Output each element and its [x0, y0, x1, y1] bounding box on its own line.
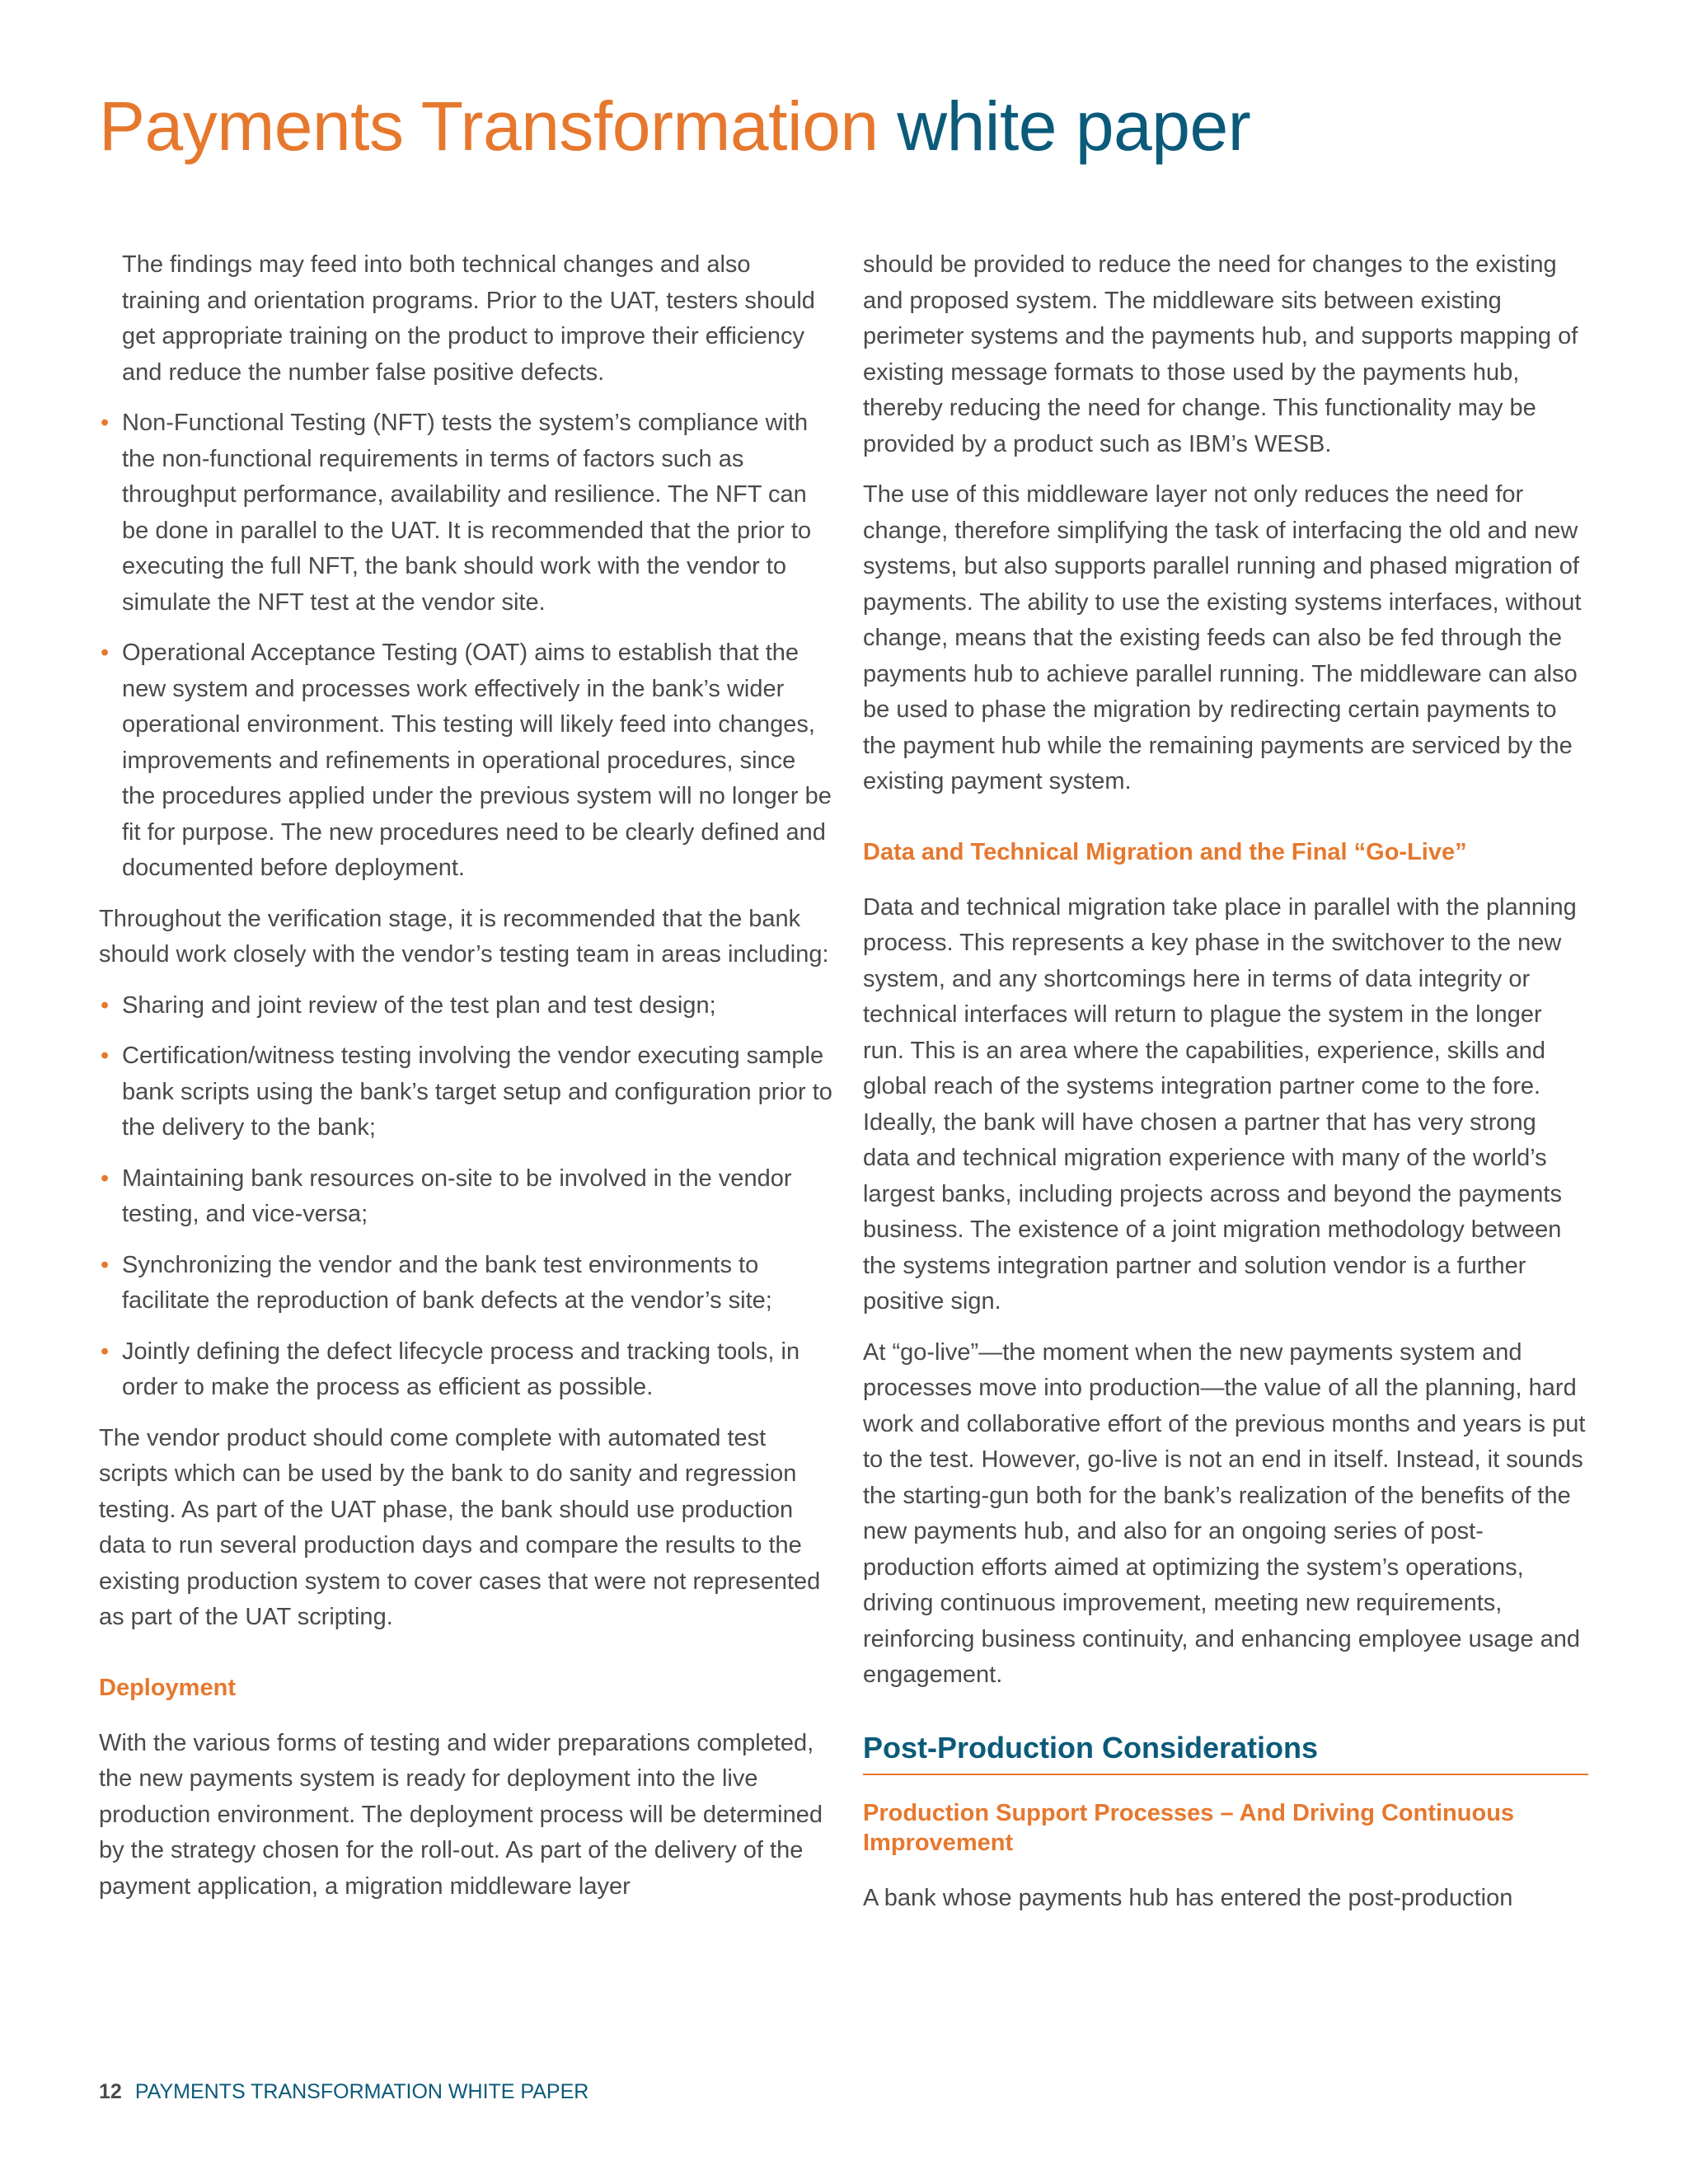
list-item-text: Synchronizing the vendor and the bank test environments to facilitate the reproduction of bank defects at the vendor’s site;: [122, 1251, 772, 1314]
intro-paragraph: The findings may feed into both technical changes and also training and orientation programs. Prior to the UAT, testers should get appropriate training on the product to improve their efficiency and reduce the number false positive defects.: [122, 251, 815, 386]
migration-heading: Data and Technical Migration and the Final “Go-Live”: [863, 838, 1467, 865]
list-item-text: Certification/witness testing involving the vendor executing sample bank scripts using the bank’s target setup and configuration prior to the delivery to the bank;: [122, 1043, 832, 1141]
footer-title: PAYMENTS TRANSFORMATION WHITE PAPER: [134, 2080, 589, 2103]
list-item-text: Non-Functional Testing (NFT) tests the system’s compliance with the non-functional requirements in terms of factors such as throughput performance, availability and resilience. The NFT can be done in parallel to the UAT. It is recommended that the prior to executing the full NFT, the bank should work with the vendor to simulate the NFT test at the vendor site.: [122, 410, 812, 616]
right-column: [863, 247, 1588, 1931]
list-item: [99, 405, 832, 621]
vendor-product-paragraph: The vendor product should come complete with automated test scripts which can be used by the bank to do sanity and regression testing. As part of the UAT phase, the bank should use production data to run several production days and compare the results to the existing production system to cover cases that were not represented as part of the UAT scripting.: [99, 1424, 821, 1630]
deployment-paragraph: With the various forms of testing and wider preparations completed, the new payments system is ready for deployment into the live production environment. The deployment process will be determined by the strategy chosen for the roll-out. As part of the delivery of the payment application, a migration middleware layer: [99, 1729, 823, 1900]
page-title-part2: white paper: [897, 87, 1251, 165]
post-production-paragraph: A bank whose payments hub has entered the post-production: [863, 1884, 1513, 1911]
verification-paragraph: Throughout the verification stage, it is recommended that the bank should work closely with the vendor’s testing team in areas including:: [99, 905, 829, 968]
bullet-icon: •: [101, 1251, 110, 1278]
migration-paragraph: Data and technical migration take place in parallel with the planning process. This represents a key phase in the switchover to the new system, and any shortcomings here in terms of data integrity or technical interfaces will return to plague the system in the longer run. This is an area where the capabilities, experience, skills and global reach of the systems integration partner come to the fore. Ideally, the bank will have chosen a partner that has very strong data and technical migration experience with many of the world’s largest banks, including projects across and beyond the payments business. The existence of a joint migration methodology between the systems integration partner and solution vendor is a further positive sign.: [863, 893, 1577, 1315]
testing-types-list: [99, 405, 832, 887]
bullet-icon: •: [101, 1165, 110, 1192]
middleware-paragraph: The use of this middleware layer not only reduces the need for change, therefore simplifying the task of interfacing the old and new systems, but also supports parallel running and phased migration of payments. The ability to use the existing systems interfaces, without change, means that the existing feeds can also be fed through the payments hub to achieve parallel running. The middleware can also be used to phase the migration by redirecting certain payments to the payment hub while the remaining payments are serviced by the existing payment system.: [863, 481, 1582, 794]
page-title: [99, 87, 1250, 166]
list-item: [99, 1161, 832, 1233]
bullet-icon: •: [101, 410, 110, 436]
vendor-collaboration-list: [99, 988, 832, 1406]
left-column: [99, 247, 832, 1919]
list-item: [99, 1334, 832, 1406]
post-production-heading: Post-Production Considerations: [863, 1731, 1588, 1775]
bullet-icon: •: [101, 991, 110, 1019]
continuation-paragraph: should be provided to reduce the need for changes to the existing and proposed system. The middleware sits between existing perimeter systems and the payments hub, and supports mapping of existing message formats to those used by the payments hub, thereby reducing the need for change. This functionality may be provided by a product such as IBM’s WESB.: [863, 251, 1578, 457]
page-title-part1: Payments Transformation: [99, 87, 879, 165]
list-item-text: Jointly defining the defect lifecycle process and tracking tools, in order to make the process as efficient as possible.: [122, 1338, 800, 1400]
list-item: [99, 635, 832, 887]
golive-paragraph: At “go-live”—the moment when the new payments system and processes move into production—the value of all the planning, hard work and collaborative effort of the previous months and years is put to the test. However, go-live is not an end in itself. Instead, it sounds the starting-gun both for the bank’s realization of the benefits of the new payments hub, and also for an ongoing series of post-production efforts aimed at optimizing the system’s operations, driving continuous improvement, meeting new requirements, reinforcing business continuity, and enhancing employee usage and engagement.: [863, 1338, 1586, 1688]
page-number: 12: [99, 2080, 122, 2103]
list-item-text: Operational Acceptance Testing (OAT) aims to establish that the new system and processes work effectively in the bank’s wider operational environment. This testing will likely feed into changes, improvements and refinements in operational procedures, since the procedures applied under the previous system will no longer be fit for purpose. The new procedures need to be clearly defined and documented before deployment.: [122, 640, 832, 881]
bullet-icon: •: [101, 640, 110, 666]
list-item: [99, 1248, 832, 1319]
bullet-icon: •: [101, 1338, 110, 1365]
list-item-text: Sharing and joint review of the test plan and test design;: [122, 991, 716, 1019]
bullet-icon: •: [101, 1043, 110, 1069]
production-support-heading: Production Support Processes – And Driving Continuous Improvement: [863, 1799, 1515, 1856]
page-footer: [99, 2080, 588, 2104]
list-item-text: Maintaining bank resources on-site to be involved in the vendor testing, and vice-versa;: [122, 1165, 792, 1227]
list-item: [99, 988, 832, 1024]
deployment-heading: Deployment: [99, 1674, 236, 1701]
list-item: [99, 1038, 832, 1146]
